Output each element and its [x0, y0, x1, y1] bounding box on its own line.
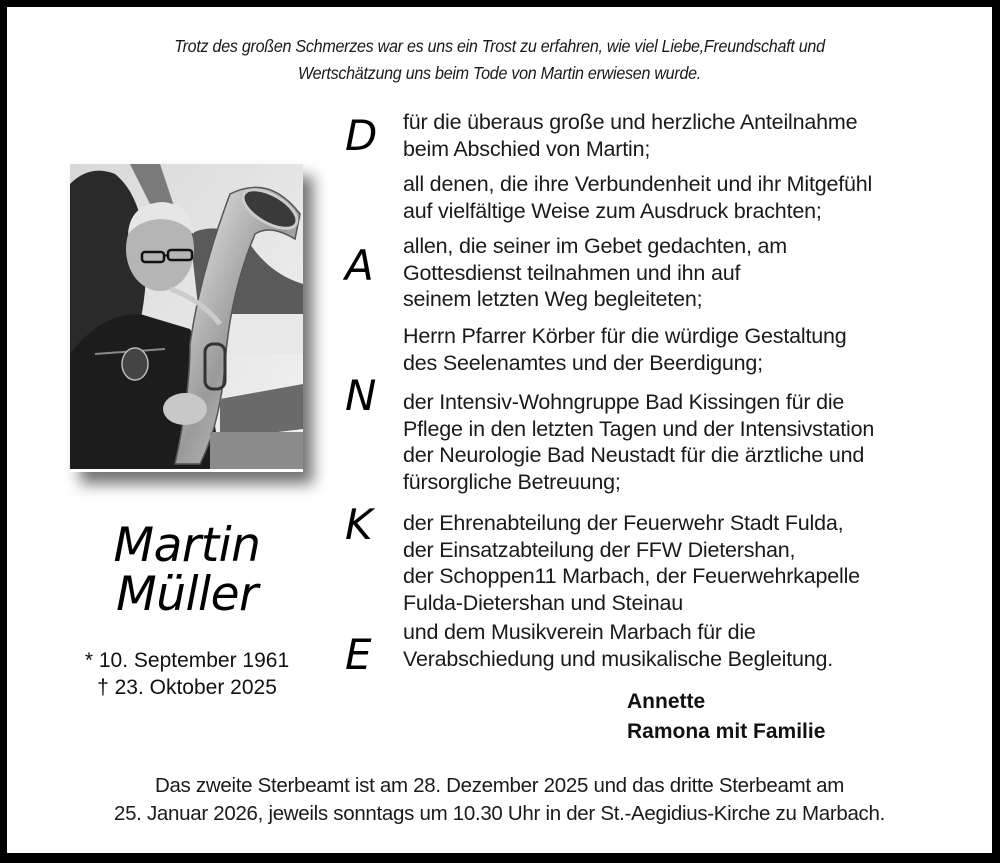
thanks-line: der Schoppen11 Marbach, der Feuerwehrkapelle	[403, 564, 860, 588]
thanks-block	[403, 510, 860, 616]
obituary-card	[7, 7, 992, 853]
portrait-photo	[70, 164, 303, 472]
intro-line: Wertschätzung uns beim Tode von Martin erwiesen wurde.	[297, 63, 702, 83]
thanks-line: Pflege in den letzten Tagen und der Intensivstation	[403, 416, 875, 441]
intro-text	[46, 33, 952, 87]
thanks-block	[403, 389, 874, 495]
danke-letter-e: E	[345, 630, 372, 679]
thanks-line: beim Abschied von Martin;	[403, 136, 651, 161]
thanks-line: all denen, die ihre Verbundenheit und ihr Mitgefühl	[403, 172, 873, 196]
footer-line: Das zweite Sterbeamt ist am 28. Dezember 2025 und das dritte Sterbeamt am	[154, 774, 845, 797]
signature	[627, 687, 825, 747]
thanks-line: fürsorgliche Betreuung;	[403, 469, 621, 494]
thanks-line: für die überaus große und herzliche Anteilnahme	[403, 110, 858, 134]
thanks-block	[403, 109, 857, 162]
portrait-photo-frame	[70, 164, 303, 472]
death-date: † 23. Oktober 2025	[97, 676, 277, 699]
intro-line: Trotz des großen Schmerzes war es uns ein Trost zu erfahren, wie viel Liebe,Freundschaft und	[174, 36, 825, 56]
deceased-first-name: Martin	[113, 518, 261, 573]
thanks-block	[403, 619, 833, 672]
thanks-line: des Seelenamtes und der Beerdigung;	[403, 350, 763, 375]
thanks-line: allen, die seiner im Gebet gedachten, am	[403, 234, 788, 258]
danke-letter-n: N	[345, 371, 377, 420]
signature-line: Annette	[627, 690, 706, 713]
life-dates	[47, 647, 327, 701]
thanks-line: der Neurologie Bad Neustadt für die ärztliche und	[403, 443, 865, 467]
signature-line: Ramona mit Familie	[627, 720, 826, 743]
thanks-block	[403, 323, 847, 376]
deceased-last-name: Müller	[116, 567, 258, 622]
thanks-line: Fulda-Dietershan und Steinau	[403, 590, 684, 615]
birth-date: * 10. September 1961	[84, 649, 290, 672]
danke-letter-d: D	[345, 111, 378, 160]
danke-letter-k: K	[345, 500, 373, 549]
thanks-line: der Einsatzabteilung der FFW Dietershan,	[403, 537, 796, 562]
thanks-block	[403, 171, 872, 224]
footer-line: 25. Januar 2026, jeweils sonntags um 10.30 Uhr in der St.-Aegidius-Kirche zu Marbach.	[113, 802, 885, 825]
thanks-line: der Ehrenabteilung der Feuerwehr Stadt Fulda,	[403, 511, 844, 535]
thanks-line: Gottesdienst teilnahmen und ihn auf	[403, 260, 741, 285]
thanks-line: Verabschiedung und musikalische Begleitung.	[403, 646, 834, 671]
thanks-line: und dem Musikverein Marbach für die	[403, 620, 756, 644]
danke-letter-a: A	[345, 241, 374, 290]
thanks-line: der Intensiv-Wohngruppe Bad Kissingen für die	[403, 390, 845, 414]
thanks-line: auf vielfältige Weise zum Ausdruck brachten;	[403, 198, 822, 223]
thanks-line: seinem letzten Weg begleiteten;	[403, 287, 703, 311]
thanks-line: Herrn Pfarrer Körber für die würdige Gestaltung	[403, 324, 847, 348]
thanks-block	[403, 233, 787, 313]
footer-note	[7, 772, 992, 828]
